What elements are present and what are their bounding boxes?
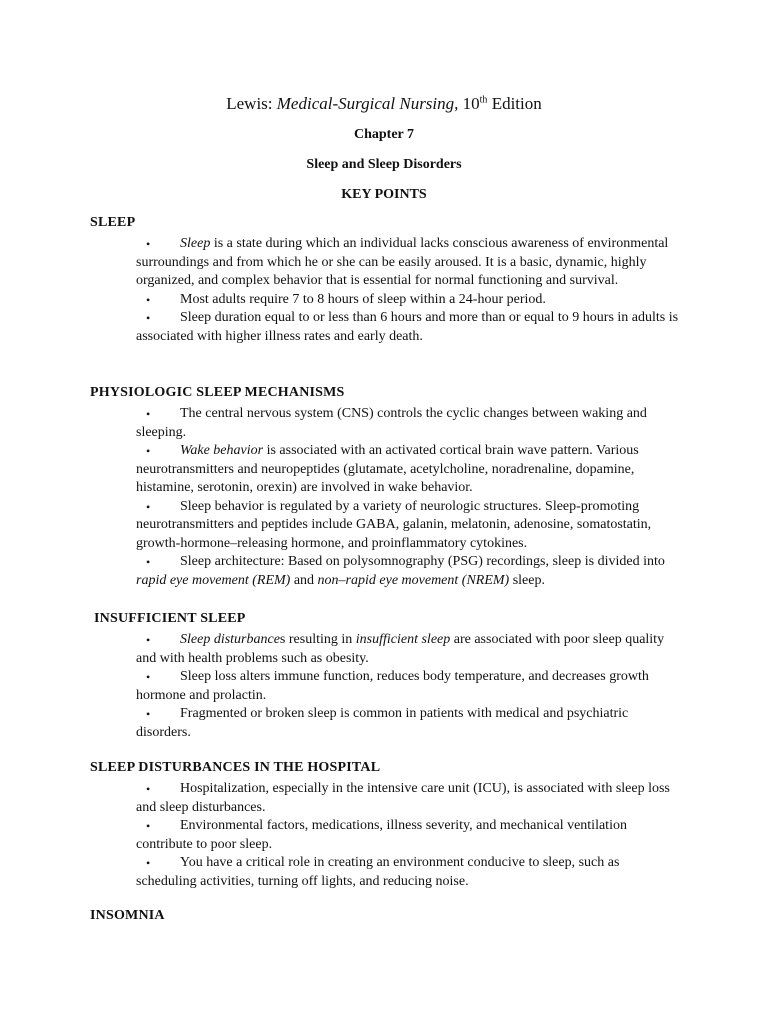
section [90, 906, 690, 928]
bullet-text: are associated with poor sleep quality and with health problems such as obesity. [136, 632, 665, 666]
bullet-icon: • [146, 499, 151, 514]
bullet-item [136, 235, 681, 291]
section-heading: INSOMNIA [90, 908, 165, 923]
bullet-text: Sleep duration equal to or less than 6 hours and more than or equal to 9 hours in adults is associated with higher illness rates and early death. [136, 310, 679, 344]
bullet-text: sleep. [509, 572, 545, 588]
section [90, 758, 690, 891]
bullet-text: You have a critical role in creating an environment conducive to sleep, such as scheduling activities, turning off lights, and reducing noise. [136, 855, 620, 889]
bullet-icon: • [146, 292, 151, 307]
bullet-icon: • [146, 237, 151, 251]
italic-term: Wake behavior [180, 443, 264, 458]
bullet-item [136, 668, 681, 705]
bullet-list [90, 780, 690, 891]
chapter-number: Chapter 7 [353, 127, 415, 142]
section [90, 609, 690, 742]
bullet-text: is associated with an activated cortical brain wave pattern. Various neurotransmitters and neuropeptides (glutamate, acetylcholine, noradrenaline, dopamine, histamine, serotonin, orexin) are involved in wake behavior. [136, 443, 639, 495]
bullet-text: The central nervous system (CNS) controls the cyclic changes between waking and sleeping. [136, 406, 647, 440]
italic-term: insufficient sleep [355, 632, 451, 647]
bullet-text: is a state during which an individual lacks conscious awareness of environmental surroundings and from which he or she can be easily aroused. It is a basic, dynamic, highly organized, and complex behavior that is essential for normal functioning and survival. [136, 236, 669, 288]
bullet-icon: • [146, 311, 151, 325]
title-edition-number: 10 [458, 94, 480, 113]
bullet-icon: • [146, 856, 151, 870]
bullet-item [136, 442, 681, 498]
bullet-icon: • [146, 707, 151, 721]
document-title [0, 92, 768, 116]
bullet-text: Hospitalization, especially in the intensive care unit (ICU), is associated with sleep loss and sleep disturbances. [136, 781, 670, 815]
title-book: Medical-Surgical Nursing, [276, 94, 459, 113]
bullet-item [136, 291, 681, 310]
bullet-icon: • [146, 782, 151, 796]
bullet-text: Sleep behavior is regulated by a variety of neurologic structures. Sleep-promoting neurotransmitters and peptides include GABA, galanin, melatonin, adenosine, somatostatin, growth-hormone–releasing hormone, and proinflammatory cytokines. [136, 498, 652, 551]
italic-term: rapid eye movement (REM) [136, 572, 291, 588]
bullet-item [136, 817, 681, 854]
bullet-item [136, 553, 681, 590]
bullet-item [136, 309, 681, 346]
bullet-text: and [290, 572, 318, 588]
title-author: Lewis: [226, 94, 277, 113]
bullet-text: Environmental factors, medications, illness severity, and mechanical ventilation contribute to poor sleep. [136, 818, 627, 852]
bullet-text: Sleep loss alters immune function, reduces body temperature, and decreases growth hormone and prolactin. [136, 669, 649, 703]
bullet-icon: • [146, 555, 151, 569]
bullet-item [136, 498, 681, 554]
section-heading: SLEEP DISTURBANCES IN THE HOSPITAL [90, 760, 381, 775]
bullet-item [136, 854, 681, 891]
title-edition-suffix: th [479, 94, 488, 106]
bullet-item [136, 705, 681, 742]
bullet-item [136, 405, 681, 442]
section [90, 213, 690, 346]
bullet-text: Sleep architecture: Based on polysomnography (PSG) recordings, sleep is divided into [180, 554, 665, 569]
bullet-icon: • [146, 670, 151, 684]
bullet-text: s resulting in [279, 632, 356, 647]
bullet-text: Fragmented or broken sleep is common in patients with medical and psychiatric disorders. [136, 706, 629, 740]
title-edition-word: Edition [487, 94, 542, 113]
bullet-icon: • [146, 444, 151, 458]
bullet-item [136, 780, 681, 817]
section-heading: INSUFFICIENT SLEEP [94, 611, 246, 626]
bullet-icon: • [146, 633, 151, 647]
bullet-icon: • [146, 407, 151, 421]
bullet-list [90, 631, 690, 742]
bullet-list [90, 235, 690, 346]
section-heading: PHYSIOLOGIC SLEEP MECHANISMS [90, 385, 345, 400]
chapter-title: Sleep and Sleep Disorders [306, 157, 462, 172]
italic-term: non–rapid eye movement (NREM) [317, 572, 510, 588]
bullet-icon: • [146, 819, 151, 833]
italic-term: Sleep disturbance [180, 632, 280, 647]
key-points-heading: KEY POINTS [341, 187, 427, 202]
section [90, 383, 690, 590]
bullet-item [136, 631, 681, 668]
bullet-text: Most adults require 7 to 8 hours of sleep within a 24-hour period. [180, 291, 546, 307]
bullet-list [90, 405, 690, 590]
section-heading: SLEEP [90, 215, 136, 230]
italic-term: Sleep [180, 236, 211, 251]
